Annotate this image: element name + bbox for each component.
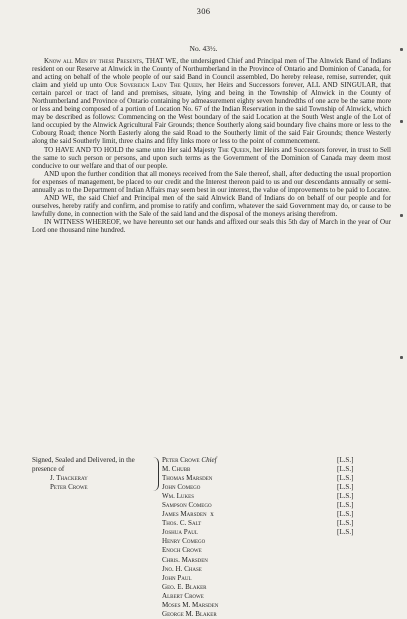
signatory-name: M. Chubb (162, 465, 191, 474)
opening-text: THAT WE, the undersigned Chief and Principal men of The Alnwick Band of Indians resident on our Reserve at Alnwick in the County of Northumberland in the Province of Ontario and Dominion of Canada, for and acting on behalf of the whole people of our said Band in Council assembled, Do hereby release, remise, surrender, quit claim and yield up unto (32, 57, 392, 90)
signatory-name: Henry Comego (162, 537, 206, 546)
attestation-label: Signed, Sealed and Delivered, in the presence of (32, 456, 135, 473)
signatory-name: Albert Crowe (162, 591, 204, 600)
treaty-number: No. 43½. (189, 44, 218, 53)
signatory-name-text: James Marsden (162, 510, 207, 519)
signatory-name (162, 510, 322, 519)
scan-edge-mark (400, 356, 403, 359)
seal-mark: [L.S.] (337, 528, 354, 537)
signatory-name: Thomas Marsden (162, 474, 213, 483)
witness-clause: IN WITNESS WHEREOF, we have hereunto set our hands and affixed our seals this 5th day of March in the year of Our Lord one thousand nine hundred. (32, 217, 391, 234)
signatory-mark: x (210, 510, 214, 519)
scan-edge-mark (400, 214, 403, 217)
seal-column (337, 456, 371, 537)
page-number: 306 (196, 6, 211, 16)
witness-name: Peter Crowe (50, 483, 88, 491)
signatory-name: John Comego (162, 483, 201, 492)
seal-mark: [L.S.] (337, 483, 354, 492)
signatory-name: Sampson Comego (162, 501, 212, 510)
witness-name: J. Thackeray (50, 474, 88, 482)
signatory-list (162, 456, 322, 619)
scan-edge-mark (400, 48, 403, 51)
signatory-name: Chris. Marsden (162, 555, 208, 564)
condition-paragraph: AND upon the further condition that all moneys received from the Sale thereof, shall, after deducting the usual proportion for expenses of management, be placed to our credit and the Interest thereon paid to us and our descendants annually or semi-annually as to the Department of Indian Affairs may seem best in our interest, the value of improvements to be paid to Locatee. (32, 169, 391, 194)
covenant-paragraph: AND WE, the said Chief and Principal men of the said Alnwick Band of Indians do on behalf of our people and for ourselves, hereby ratify and confirm, and promise to ratify and confirm, whatever the said Government may do, or cause to be lawfully done, in connection with the Sale of the said land and the disposal of the moneys arising therefrom. (32, 193, 391, 218)
signatory-name-text: Peter Crowe (162, 456, 200, 464)
signatory-name: Jno. H. Chase (162, 564, 202, 573)
signatory-name: Thos. C. Salt (162, 519, 202, 528)
signatory-name: Wm. Lukes (162, 492, 194, 501)
habendum-text-continued: her Heirs and Successors forever, in trust to Sell the same to such person or persons, and upon such terms as the Government of the Dominion of Canada may deem most conducive to our welfare and that of our people. (32, 145, 391, 170)
attestation-block (32, 456, 154, 492)
seal-mark: [L.S.] (337, 492, 354, 501)
opening-lead: Know all Men by these Presents, (44, 57, 144, 65)
signatory-name: Joshua Paul (162, 528, 198, 537)
queen-title: The Queen, (217, 145, 252, 154)
seal-mark: [L.S.] (337, 465, 354, 474)
signatory-name: Moses M. Marsden (162, 600, 219, 609)
signatory-name: George M. Blaker (162, 609, 217, 618)
seal-mark: [L.S.] (337, 510, 354, 519)
signatory-name: Enoch Crowe (162, 546, 202, 555)
sovereign-title: Our Sovereign Lady The Queen, (105, 81, 204, 90)
seal-mark: [L.S.] (337, 456, 354, 464)
opening-text-continued: her Heirs and Successors forever, ALL AND SINGULAR, that certain parcel or tract of land and premises, situate, lying and being in the Township of Alnwick in the County of Northumberland and Province of Ontario containing by admeasurement eighty seven hundredths of one acre be the same more or less and being composed of a portion of Location No. 67 of the Indian Reservation in the said Township of Alnwick, which may be described as follows: Commencing on the West boundary of the said Location at the South West angle of the Lot of land occupied by the Alnwick Agricultural Fair Grounds; thence Southerly along said boundary five chains more or less to the Cobourg Road; thence North Easterly along the said Road to the Southerly limit of the said Fair Grounds; thence Westerly along the said Southerly limit, three chains and fifty links more or less to the point of commencement. (32, 81, 392, 146)
seal-mark: [L.S.] (337, 519, 354, 528)
habendum-text: TO HAVE AND TO HOLD the same unto Her said Majesty (44, 145, 218, 154)
signatory-title: Chief (201, 456, 217, 464)
surrender-document-body (32, 57, 391, 234)
signatory-name: John Paul (162, 573, 192, 582)
seal-mark: [L.S.] (337, 474, 354, 483)
signatory-name: Geo. E. Blaker (162, 582, 207, 591)
opening-paragraph (32, 57, 391, 146)
attestation-brace (152, 457, 159, 491)
habendum-paragraph (32, 146, 391, 170)
seal-mark: [L.S.] (337, 501, 354, 510)
signatory-name (162, 456, 322, 465)
scan-edge-mark (400, 120, 403, 123)
